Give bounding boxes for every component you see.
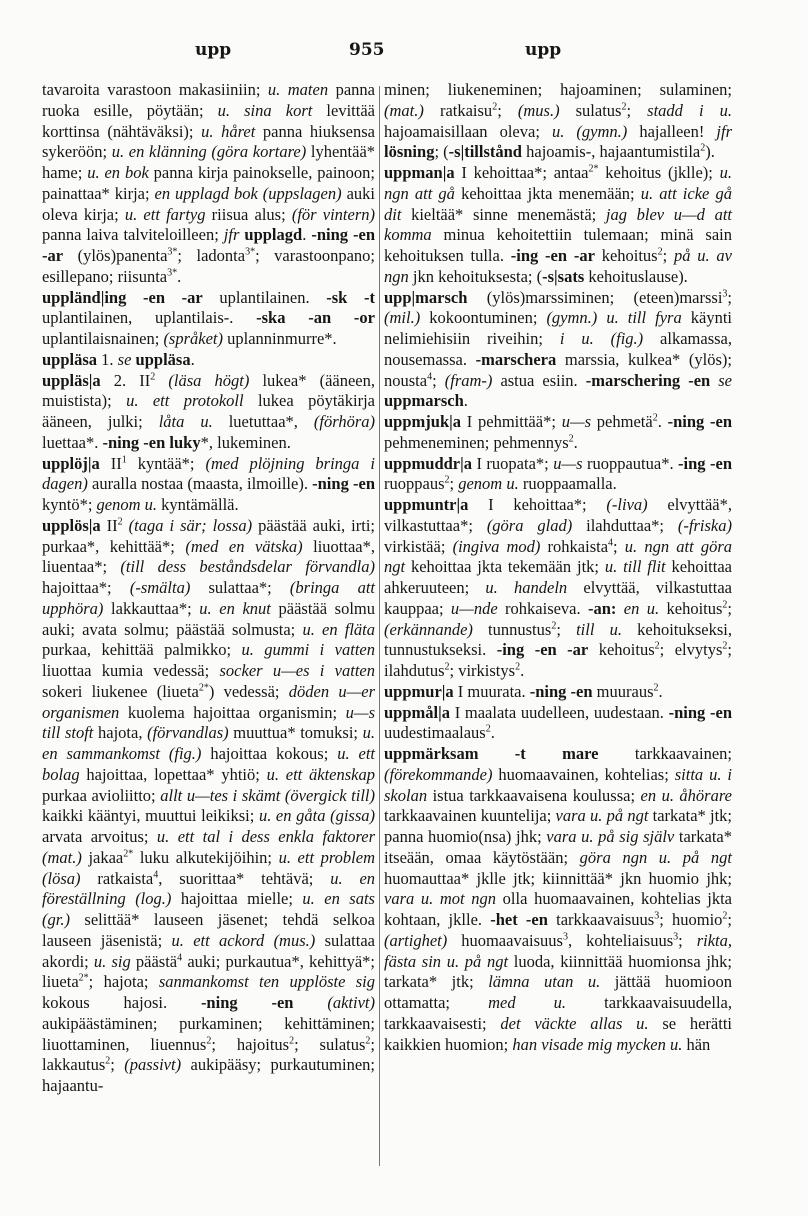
dictionary-entry: uppmuntr|a I kehoittaa*; (-liva) elvyttää*, vilkastuttaa*; (göra glad) ilahduttaa*; (-friska) virkistää; (ingiva mod) rohkaista$^4$; u. ngn att göra ngt kehoittaa jkta tekemään jtk; u. till flit kehoittaa ahkeruuteen; u. handeln elvyttää, vilkastuttaa kauppaa; u—nde rohkaiseva. -an: en u. kehoitus$^2$; (erkännande) tunnustus$^2$; till u. kehoitukseksi, tunnustukseksi. -ing -en -ar kehoitus$^2$; elvytys$^2$; ilahdutus$^2$; virkistys$^2$.: [384, 495, 733, 680]
left-column: [42, 80, 375, 1097]
dictionary-entry: uppman|a I kehoittaa*; antaa$^{2*}$ kehoitus (jklle); u. ngn att gå kehoittaa jkta menemään; u. att icke gå dit kieltää* sinne menemästä; jag blev u—d att komma minua kehoitettiin tulemaan; minä sain kehoituksen tulla. -ing -en -ar kehoitus$^2$; på u. av ngn jkn kehoituksesta; (-s|sats kehoituslause).: [384, 163, 733, 286]
dictionary-entry: uppmuddr|a I ruopata*; u—s ruoppautua*. -ing -en ruoppaus$^2$; genom u. ruoppaamalla.: [384, 453, 732, 494]
dictionary-entry: uppländ|ing -en -ar uplantilainen. -sk -t uplantilainen, uplantilais-. -ska -an -or uplantilaisnainen; (språket) uplanninmurre*.: [42, 287, 375, 348]
dictionary-entry: minen; liukeneminen; hajoaminen; sulaminen; (mat.) ratkaisu$^2$; (mus.) sulatus$^2$; stadd i u. hajoamaisillaan oleva; u. (gymn.) hajalleen! jfr lösning; (-s|tillstånd hajoamis-, hajaantumistila$^2$).: [384, 80, 733, 162]
page-number: 955: [349, 40, 385, 60]
column-divider: [379, 86, 380, 1166]
page-header: [0, 40, 808, 64]
dictionary-entry: uppmål|a I maalata uudelleen, uudestaan. -ning -en uudestimaalaus$^2$.: [384, 702, 732, 743]
right-column: [384, 80, 732, 1055]
header-left-guide-word: upp: [195, 40, 232, 60]
dictionary-entry: upplös|a $II^2$ (taga i sär; lossa) päästää auki, irti; purkaa*, kehittää*; (med en vätska) liuottaa*, liuentaa*; (till dess beståndsdelar förvandla) hajoittaa*; (-smälta) sulattaa*; (bringa att upphöra) lakkauttaa*; u. en knut päästää solmu auki; avata solmu; päästää solmusta; u. en fläta purkaa, kehittää palmikko; u. gummi i vatten liuottaa kumia vedessä; socker u—es i vatten sokeri liukenee (liueta$^{2*}$) vedessä; döden u—er organismen kuolema hajoittaa organismin; u—s till stoft hajota, (förvandlas) muuttua* tomuksi; u. en sammankomst (fig.) hajoittaa kokous; u. ett bolag hajoittaa, lopettaa* yhtiö; u. ett äktenskap purkaa avioliitto; allt u—tes i skämt (övergick till) kaikki kääntyi, muuttui leikiksi; u. en gåta (gissa) arvata arvoitus; u. ett tal i dess enkla faktorer (mat.) jakaa$^{2*}$ luku alkutekijöihin; u. ett problem (lösa) ratkaista$^4$, suorittaa* tehtävä; u. en föreställning (log.) hajoittaa mielle; u. en sats (gr.) selittää* lauseen jäsenet; tehdä selkoa lauseen jäsenistä; u. ett ackord (mus.) sulattaa akordi; u. sig päästä$^4$ auki; purkautua*, kehittyä*; liueta$^{2*}$; hajota; sanmankomst ten upplöste sig kokous hajosi. -ning -en (aktivt) aukipäästäminen; purkaminen; kehittäminen; liuottaminen, liuennus$^2$; hajoitus$^2$; sulatus$^2$; lakkautus$^2$; (passivt) aukipääsy; purkautuminen; hajaantu-: [42, 515, 376, 1095]
dictionary-entry: upplöj|a $II^1$ kyntää*; (med plöjning bringa i dagen) auralla nostaa (maasta, ilmoille). -ning -en kyntö*; genom u. kyntämällä.: [42, 453, 375, 514]
dictionary-entry: uppmärksam -t mare tarkkaavainen; (förekommande) huomaavainen, kohtelias; sitta u. i skolan istua tarkkaavaisena koulussa; en u. åhörare tarkkaavainen kuuntelija; vara u. på ngt tarkata* jtk; panna huomio(nsa) jhk; vara u. på sig själv tarkata* itseään, omaa käytöstään; göra ngn u. på ngt huomauttaa* jklle jtk; kiinnittää* jkn huomio jhk; vara u. mot ngn olla huomaavainen, kohtelias jkta kohtaan, jklle. -het -en tarkkaavaisuus$^3$; huomio$^2$; (artighet) huomaavaisuus$^3$, kohteliaisuus$^3$; rikta, fästa sin u. på ngt luoda, kiinnittää huomionsa jhk; tarkata* jtk; lämna utan u. jättää huomioon ottamatta; med u. tarkkaavaisuudella, tarkkaavaisesti; det väckte allas u. se herätti kaikkien huomion; han visade mig mycken u. hän: [384, 744, 733, 1054]
dictionary-entry: uppmur|a I muurata. -ning -en muuraus$^2$.: [384, 681, 663, 701]
dictionary-entry: uppläs|a 2. $II^2$ (läsa högt) lukea* (ääneen, muististа); u. ett protokoll lukea pöytäkirja ääneen, julki; låta u. luetuttaa*, (förhöra) luettaa*. -ning -en lukу*, lukeminen.: [42, 370, 376, 452]
header-right-guide-word: upp: [525, 40, 562, 60]
dictionary-entry: tavaroita varastoon makasiiniin; u. maten panna ruoka esille, pöytään; u. sina kort levittää korttinsa (nähtäväksi); u. håret panna hiuksensa sykeröön; u. en klänning (göra kortare) lyhentää* hame; u. en bok panna kirja painokselle, painoon; painattaa* kirja; en upplagd bok (uppslagen) auki oleva kirja; u. ett fartyg riisua alus; (för vintern) panna laiva talviteloilleen; jfr upplagd. -ning -en -ar (ylös)panenta$^{3*}$; ladonta$^{3*}$; varastoonpano; esillepano; riisunta$^{3*}$.: [42, 80, 376, 286]
dictionary-entry: uppläsa 1. se uppläsa.: [42, 349, 195, 369]
dictionary-entry: upp|marsch (ylös)marssiminen; (eteen)marssi$^3$; (mil.) kokoontuminen; (gymn.) u. till fyra käynti nelimiehisiin riveihin; i u. (fig.) alkamassa, nousemassa. -marschera marssia, kulkea* (ylös); nousta$^4$; (fram-) astua esiin. -marschering -en se uppmarsch.: [384, 287, 733, 411]
dictionary-entry: uppmjuk|a I pehmittää*; u—s pehmetä$^2$. -ning -en pehmeneminen; pehmennys$^2$.: [384, 412, 733, 452]
